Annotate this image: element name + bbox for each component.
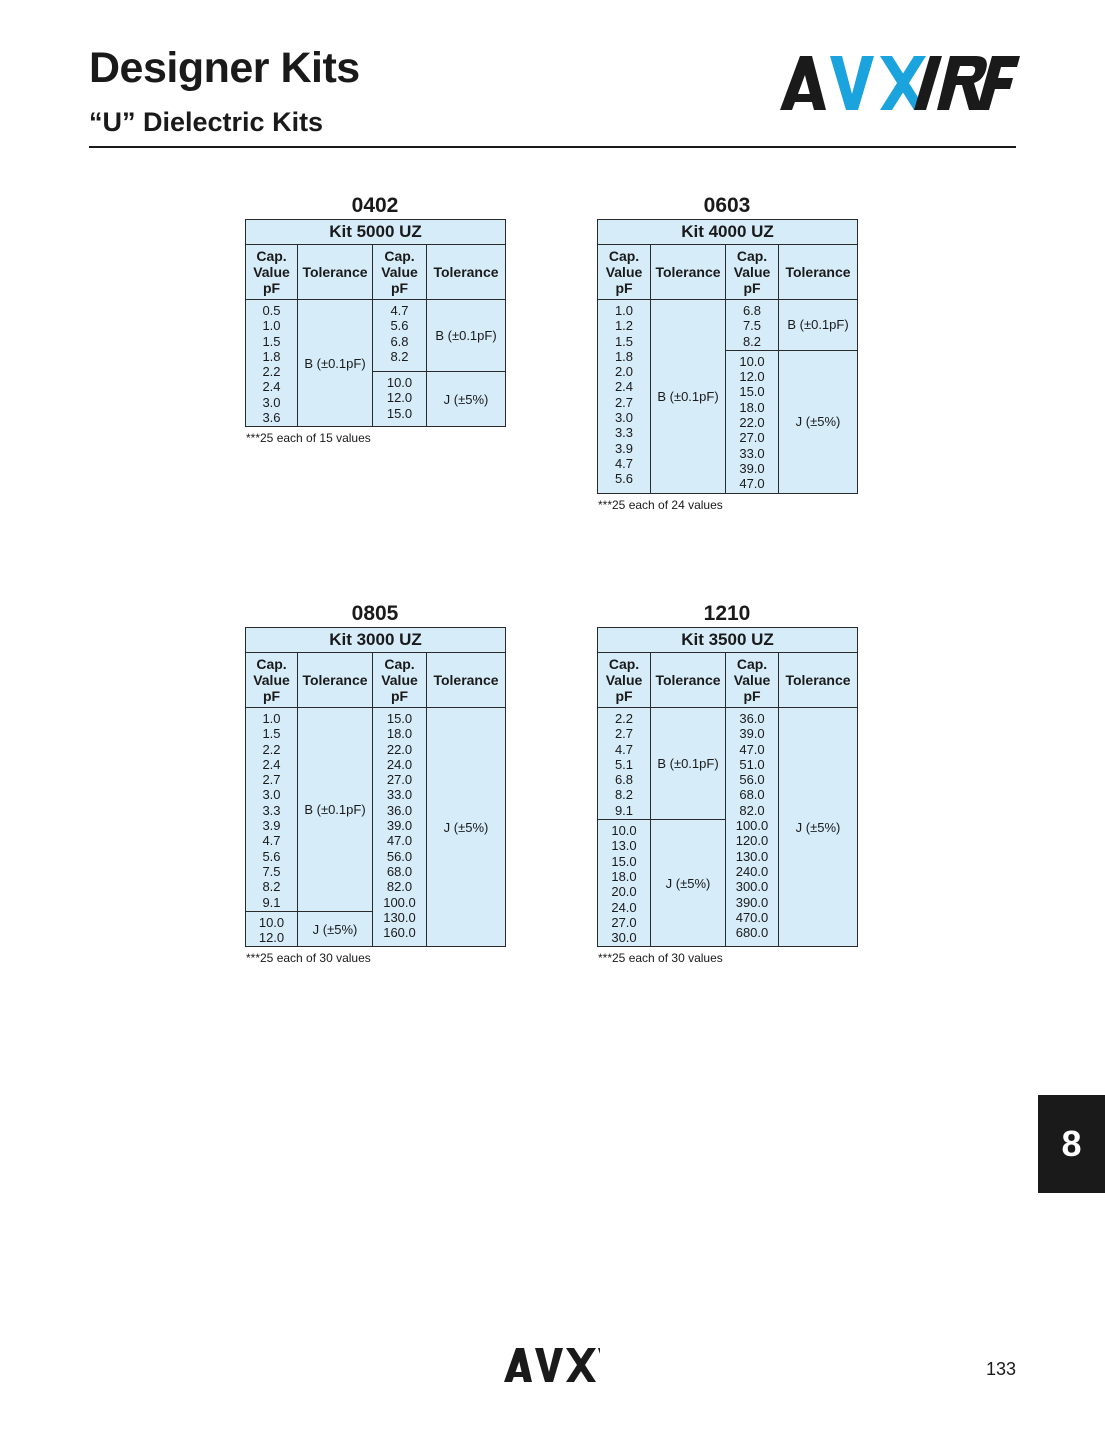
col-tolerance: Tolerance [651, 653, 726, 708]
kit-name: Kit 5000 UZ [246, 220, 506, 245]
cap-values: 10.0 13.0 15.0 18.0 20.0 24.0 27.0 30.0 [598, 820, 651, 947]
kit-table [245, 219, 506, 427]
kit-0805 [245, 601, 505, 965]
col-tolerance: Tolerance [427, 245, 506, 300]
tolerance-cell: J (±5%) [779, 350, 858, 493]
kit-0402 [245, 193, 505, 445]
kit-name: Kit 4000 UZ [598, 220, 858, 245]
tolerance-cell: B (±0.1pF) [651, 708, 726, 820]
cap-values: 10.0 12.0 [246, 911, 298, 947]
section-tab: 8 [1038, 1095, 1105, 1193]
cap-values: 10.0 12.0 15.0 18.0 22.0 27.0 33.0 39.0 47.0 [726, 350, 779, 493]
header-divider [89, 146, 1016, 148]
cap-values: 0.5 1.0 1.5 1.8 2.2 2.4 3.0 3.6 [246, 300, 298, 427]
tolerance-cell: J (±5%) [427, 708, 506, 947]
kit-table [245, 627, 506, 947]
kit-note: ***25 each of 24 values [598, 497, 723, 512]
case-size-label: 1210 [703, 602, 751, 625]
col-cap-value: Cap. Value pF [726, 245, 779, 300]
tolerance-cell: J (±5%) [427, 372, 506, 427]
tolerance-cell: B (±0.1pF) [298, 300, 373, 427]
kit-name: Kit 3000 UZ [246, 628, 506, 653]
col-cap-value: Cap. Value pF [246, 245, 298, 300]
tolerance-cell: B (±0.1pF) [427, 300, 506, 372]
kit-note: ***25 each of 15 values [246, 431, 371, 446]
tolerance-cell: B (±0.1pF) [298, 708, 373, 912]
tolerance-cell: J (±5%) [298, 911, 373, 947]
page-title: Designer Kits [89, 44, 360, 92]
cap-values: 2.2 2.7 4.7 5.1 6.8 8.2 9.1 [598, 708, 651, 820]
kit-table [597, 627, 858, 947]
page-number: 133 [986, 1359, 1017, 1379]
avx-footer-logo [504, 1348, 600, 1382]
tolerance-cell: J (±5%) [779, 708, 858, 947]
col-tolerance: Tolerance [779, 653, 858, 708]
col-cap-value: Cap. Value pF [598, 245, 651, 300]
case-size-label: 0603 [703, 194, 751, 217]
page-subtitle: “U” Dielectric Kits [89, 107, 324, 137]
kit-note: ***25 each of 30 values [246, 951, 371, 966]
cap-values: 6.8 7.5 8.2 [726, 300, 779, 351]
col-tolerance: Tolerance [779, 245, 858, 300]
col-cap-value: Cap. Value pF [373, 245, 427, 300]
cap-values: 1.0 1.2 1.5 1.8 2.0 2.4 2.7 3.0 3.3 3.9 4.7 5.6 [598, 300, 651, 494]
col-tolerance: Tolerance [298, 653, 373, 708]
col-cap-value: Cap. Value pF [726, 653, 779, 708]
kit-0603 [597, 193, 857, 512]
cap-values: 4.7 5.6 6.8 8.2 [373, 300, 427, 372]
col-cap-value: Cap. Value pF [246, 653, 298, 708]
cap-values: 15.0 18.0 22.0 24.0 27.0 33.0 36.0 39.0 47.0 56.0 68.0 82.0 100.0 130.0 160.0 [373, 708, 427, 947]
avx-rf-logo [780, 56, 1020, 110]
case-size-label: 0805 [351, 602, 399, 625]
col-tolerance: Tolerance [651, 245, 726, 300]
case-size-label: 0402 [351, 194, 399, 217]
kit-note: ***25 each of 30 values [598, 951, 723, 966]
cap-values: 1.0 1.5 2.2 2.4 2.7 3.0 3.3 3.9 4.7 5.6 7.5 8.2 9.1 [246, 708, 298, 912]
col-cap-value: Cap. Value pF [373, 653, 427, 708]
tolerance-cell: B (±0.1pF) [651, 300, 726, 494]
tolerance-cell: J (±5%) [651, 820, 726, 947]
cap-values: 36.0 39.0 47.0 51.0 56.0 68.0 82.0 100.0 120.0 130.0 240.0 300.0 390.0 470.0 680.0 [726, 708, 779, 947]
col-tolerance: Tolerance [427, 653, 506, 708]
col-tolerance: Tolerance [298, 245, 373, 300]
col-cap-value: Cap. Value pF [598, 653, 651, 708]
kit-table [597, 219, 858, 494]
kit-1210 [597, 601, 857, 965]
kit-name: Kit 3500 UZ [598, 628, 858, 653]
tolerance-cell: B (±0.1pF) [779, 300, 858, 351]
cap-values: 10.0 12.0 15.0 [373, 372, 427, 427]
